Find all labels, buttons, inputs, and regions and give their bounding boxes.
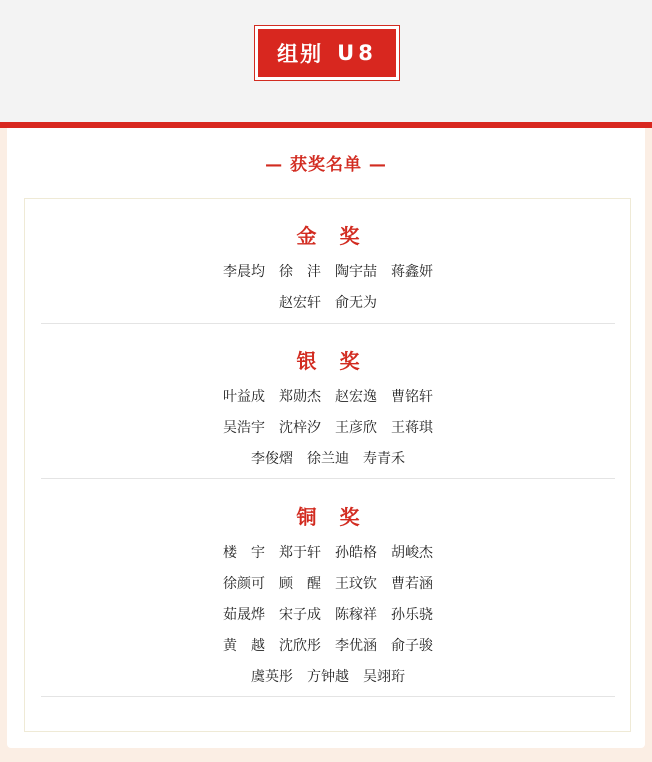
group-badge-inner <box>258 29 396 77</box>
name-row <box>41 631 615 662</box>
winner-name: 赵宏轩 <box>279 295 321 311</box>
winner-name: 叶益成 <box>223 389 265 405</box>
winner-name: 吴翊珩 <box>363 669 405 685</box>
section-divider <box>41 323 615 324</box>
winner-name: 沈欣彤 <box>279 638 321 654</box>
winner-name: 吴浩宇 <box>223 420 265 436</box>
winner-name: 曹铭轩 <box>391 389 433 405</box>
winner-name: 郑于轩 <box>279 545 321 561</box>
winner-name: 顾 醒 <box>279 576 321 592</box>
group-badge <box>254 25 400 81</box>
section-title: 银 奖 <box>296 349 368 373</box>
section-divider <box>41 478 615 479</box>
winner-name: 李俊熠 <box>251 451 293 467</box>
name-row <box>41 538 615 569</box>
winners-box <box>24 198 631 732</box>
winner-name: 蒋鑫妍 <box>391 264 433 280</box>
winner-name: 徐颜可 <box>223 576 265 592</box>
winner-name: 胡峻杰 <box>391 545 433 561</box>
winner-name: 王蒋琪 <box>391 420 433 436</box>
section-title: 金 奖 <box>296 224 368 248</box>
name-row <box>41 444 615 475</box>
section-divider <box>41 696 615 697</box>
winner-name: 徐兰迪 <box>307 451 349 467</box>
winner-name: 郑勋杰 <box>279 389 321 405</box>
winner-name: 李晨均 <box>223 264 265 280</box>
winners-card <box>7 128 645 748</box>
winner-name: 黄 越 <box>223 638 265 654</box>
name-row <box>41 382 615 413</box>
winner-name: 俞无为 <box>335 295 377 311</box>
winner-name: 王玟钦 <box>335 576 377 592</box>
bronze-award-section <box>41 502 615 697</box>
name-row <box>41 600 615 631</box>
section-title: 铜 奖 <box>296 505 368 529</box>
group-code: U8 <box>337 41 377 65</box>
winner-name: 方钟越 <box>307 669 349 685</box>
winner-name: 俞子骏 <box>391 638 433 654</box>
name-list <box>41 257 615 319</box>
winner-name: 沈梓汐 <box>279 420 321 436</box>
name-row <box>41 662 615 693</box>
winner-name: 李优涵 <box>335 638 377 654</box>
card-frame <box>0 128 652 762</box>
winner-name: 陈稼祥 <box>335 607 377 623</box>
winner-name: 寿青禾 <box>363 451 405 467</box>
winner-name: 徐 沣 <box>279 264 321 280</box>
silver-award-section <box>41 346 615 479</box>
name-list <box>41 538 615 693</box>
winner-name: 曹若涵 <box>391 576 433 592</box>
winner-name: 孙皓格 <box>335 545 377 561</box>
gold-award-section <box>41 221 615 324</box>
winner-name: 楼 宇 <box>223 545 265 561</box>
winner-name: 赵宏逸 <box>335 389 377 405</box>
winner-name: 茹晟烨 <box>223 607 265 623</box>
name-row <box>41 257 615 288</box>
name-list <box>41 382 615 475</box>
winner-name: 宋子成 <box>279 607 321 623</box>
winner-name: 陶宇喆 <box>335 264 377 280</box>
winner-name: 孙乐骁 <box>391 607 433 623</box>
winner-name: 虞英彤 <box>251 669 293 685</box>
name-row <box>41 288 615 319</box>
group-label: 组别 <box>277 42 324 66</box>
winner-name: 王彦欣 <box>335 420 377 436</box>
name-row <box>41 569 615 600</box>
card-title: — 获奖名单 — <box>265 155 387 175</box>
name-row <box>41 413 615 444</box>
